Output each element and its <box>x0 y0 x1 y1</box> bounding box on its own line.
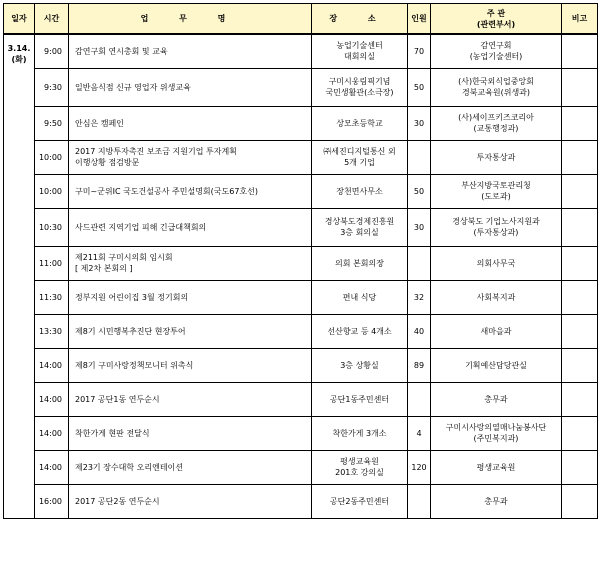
host-cell: 구미시사랑의열매나눔봉사단 (주민복지과) <box>431 416 562 450</box>
header-place: 장 소 <box>312 4 408 35</box>
work-cell: 정부지원 어린이집 3월 정기회의 <box>69 280 312 314</box>
work-cell: 감연구회 연시총회 및 교육 <box>69 34 312 68</box>
table-row <box>4 416 598 450</box>
table-row <box>4 314 598 348</box>
time-cell: 9:30 <box>35 68 69 106</box>
note-cell <box>562 174 598 208</box>
header-people: 인원 <box>408 4 431 35</box>
table-row <box>4 174 598 208</box>
people-cell: 120 <box>408 450 431 484</box>
people-cell <box>408 484 431 518</box>
table-row <box>4 280 598 314</box>
host-cell: 새마을과 <box>431 314 562 348</box>
table-row <box>4 208 598 246</box>
place-cell: 구미시웅림픽기념 국민생활관(소극장) <box>312 68 408 106</box>
note-cell <box>562 348 598 382</box>
time-cell: 11:30 <box>35 280 69 314</box>
table-row <box>4 450 598 484</box>
people-cell: 30 <box>408 106 431 140</box>
note-cell <box>562 208 598 246</box>
work-cell: 2017 지방투자촉진 보조금 지원기업 투자계획 이행상황 점검방문 <box>69 140 312 174</box>
people-cell: 70 <box>408 34 431 68</box>
note-cell <box>562 106 598 140</box>
time-cell: 10:30 <box>35 208 69 246</box>
note-cell <box>562 246 598 280</box>
place-cell: 편내 식당 <box>312 280 408 314</box>
time-cell: 13:30 <box>35 314 69 348</box>
note-cell <box>562 68 598 106</box>
place-cell: 공단2동주민센터 <box>312 484 408 518</box>
time-cell: 14:00 <box>35 382 69 416</box>
note-cell <box>562 280 598 314</box>
work-cell: 일반음식점 신규 영업자 위생교육 <box>69 68 312 106</box>
people-cell: 89 <box>408 348 431 382</box>
host-cell: 사회복지과 <box>431 280 562 314</box>
table-row <box>4 382 598 416</box>
host-cell: 부산지방국토관리청 (도로과) <box>431 174 562 208</box>
table-row <box>4 106 598 140</box>
work-cell: 제23기 장수대학 오리엔테이션 <box>69 450 312 484</box>
place-cell: 공단1동주민센터 <box>312 382 408 416</box>
work-cell: 2017 공단2동 연두순시 <box>69 484 312 518</box>
place-cell: ㈜세진디지털통신 외 5개 기업 <box>312 140 408 174</box>
host-cell: 기획예산담당관실 <box>431 348 562 382</box>
table-row <box>4 68 598 106</box>
time-cell: 14:00 <box>35 450 69 484</box>
people-cell: 30 <box>408 208 431 246</box>
table-row <box>4 34 598 68</box>
host-cell: 감연구회 (농업기술센터) <box>431 34 562 68</box>
header-time: 시간 <box>35 4 69 35</box>
day-cell: 3.14. (화) <box>4 34 35 518</box>
people-cell <box>408 140 431 174</box>
schedule-table <box>3 3 598 519</box>
host-cell: (사)한국외식업중앙회 경북교육원(위생과) <box>431 68 562 106</box>
people-cell <box>408 246 431 280</box>
schedule-body <box>4 34 598 518</box>
place-cell: 농업기술센터 대회의실 <box>312 34 408 68</box>
host-cell: 총무과 <box>431 382 562 416</box>
note-cell <box>562 34 598 68</box>
host-cell: 투자통상과 <box>431 140 562 174</box>
note-cell <box>562 416 598 450</box>
time-cell: 11:00 <box>35 246 69 280</box>
table-row <box>4 348 598 382</box>
place-cell: 착한가게 3개소 <box>312 416 408 450</box>
people-cell: 32 <box>408 280 431 314</box>
header-host: 주 관 (관련부서) <box>431 4 562 35</box>
place-cell: 평생교육원 201호 강의실 <box>312 450 408 484</box>
time-cell: 9:00 <box>35 34 69 68</box>
time-cell: 14:00 <box>35 348 69 382</box>
people-cell: 40 <box>408 314 431 348</box>
people-cell: 50 <box>408 174 431 208</box>
note-cell <box>562 450 598 484</box>
note-cell <box>562 484 598 518</box>
header-work: 업 무 명 <box>69 4 312 35</box>
work-cell: 제211회 구미시의회 임시회 [ 제2차 본회의 ] <box>69 246 312 280</box>
work-cell: 2017 공단1동 연두순시 <box>69 382 312 416</box>
note-cell <box>562 382 598 416</box>
host-cell: 평생교육원 <box>431 450 562 484</box>
time-cell: 10:00 <box>35 174 69 208</box>
time-cell: 16:00 <box>35 484 69 518</box>
time-cell: 9:50 <box>35 106 69 140</box>
header-row <box>4 4 598 35</box>
work-cell: 제8기 시민행복추진단 현장투어 <box>69 314 312 348</box>
note-cell <box>562 314 598 348</box>
people-cell <box>408 382 431 416</box>
time-cell: 14:00 <box>35 416 69 450</box>
place-cell: 3층 상황실 <box>312 348 408 382</box>
host-cell: 경상북도 기업노사지원과 (투자통상과) <box>431 208 562 246</box>
host-cell: 총무과 <box>431 484 562 518</box>
people-cell: 50 <box>408 68 431 106</box>
work-cell: 구미~군위IC 국도건설공사 주민설명회(국도67호선) <box>69 174 312 208</box>
place-cell: 경상북도경제진흥원 3층 회의실 <box>312 208 408 246</box>
table-row <box>4 484 598 518</box>
people-cell: 4 <box>408 416 431 450</box>
work-cell: 착한가게 현판 전달식 <box>69 416 312 450</box>
header-day: 일자 <box>4 4 35 35</box>
work-cell: 제8기 구미사랑정책모니터 위촉식 <box>69 348 312 382</box>
note-cell <box>562 140 598 174</box>
table-row <box>4 140 598 174</box>
work-cell: 사드관련 지역기업 피해 긴급대책회의 <box>69 208 312 246</box>
place-cell: 장천면사무소 <box>312 174 408 208</box>
place-cell: 의회 본회의장 <box>312 246 408 280</box>
place-cell: 상모초등학교 <box>312 106 408 140</box>
table-row <box>4 246 598 280</box>
work-cell: 안심은 캠페인 <box>69 106 312 140</box>
time-cell: 10:00 <box>35 140 69 174</box>
host-cell: 의회사무국 <box>431 246 562 280</box>
host-cell: (사)세이프키즈코리아 (교통행정과) <box>431 106 562 140</box>
place-cell: 선산향교 등 4개소 <box>312 314 408 348</box>
header-note: 비고 <box>562 4 598 35</box>
